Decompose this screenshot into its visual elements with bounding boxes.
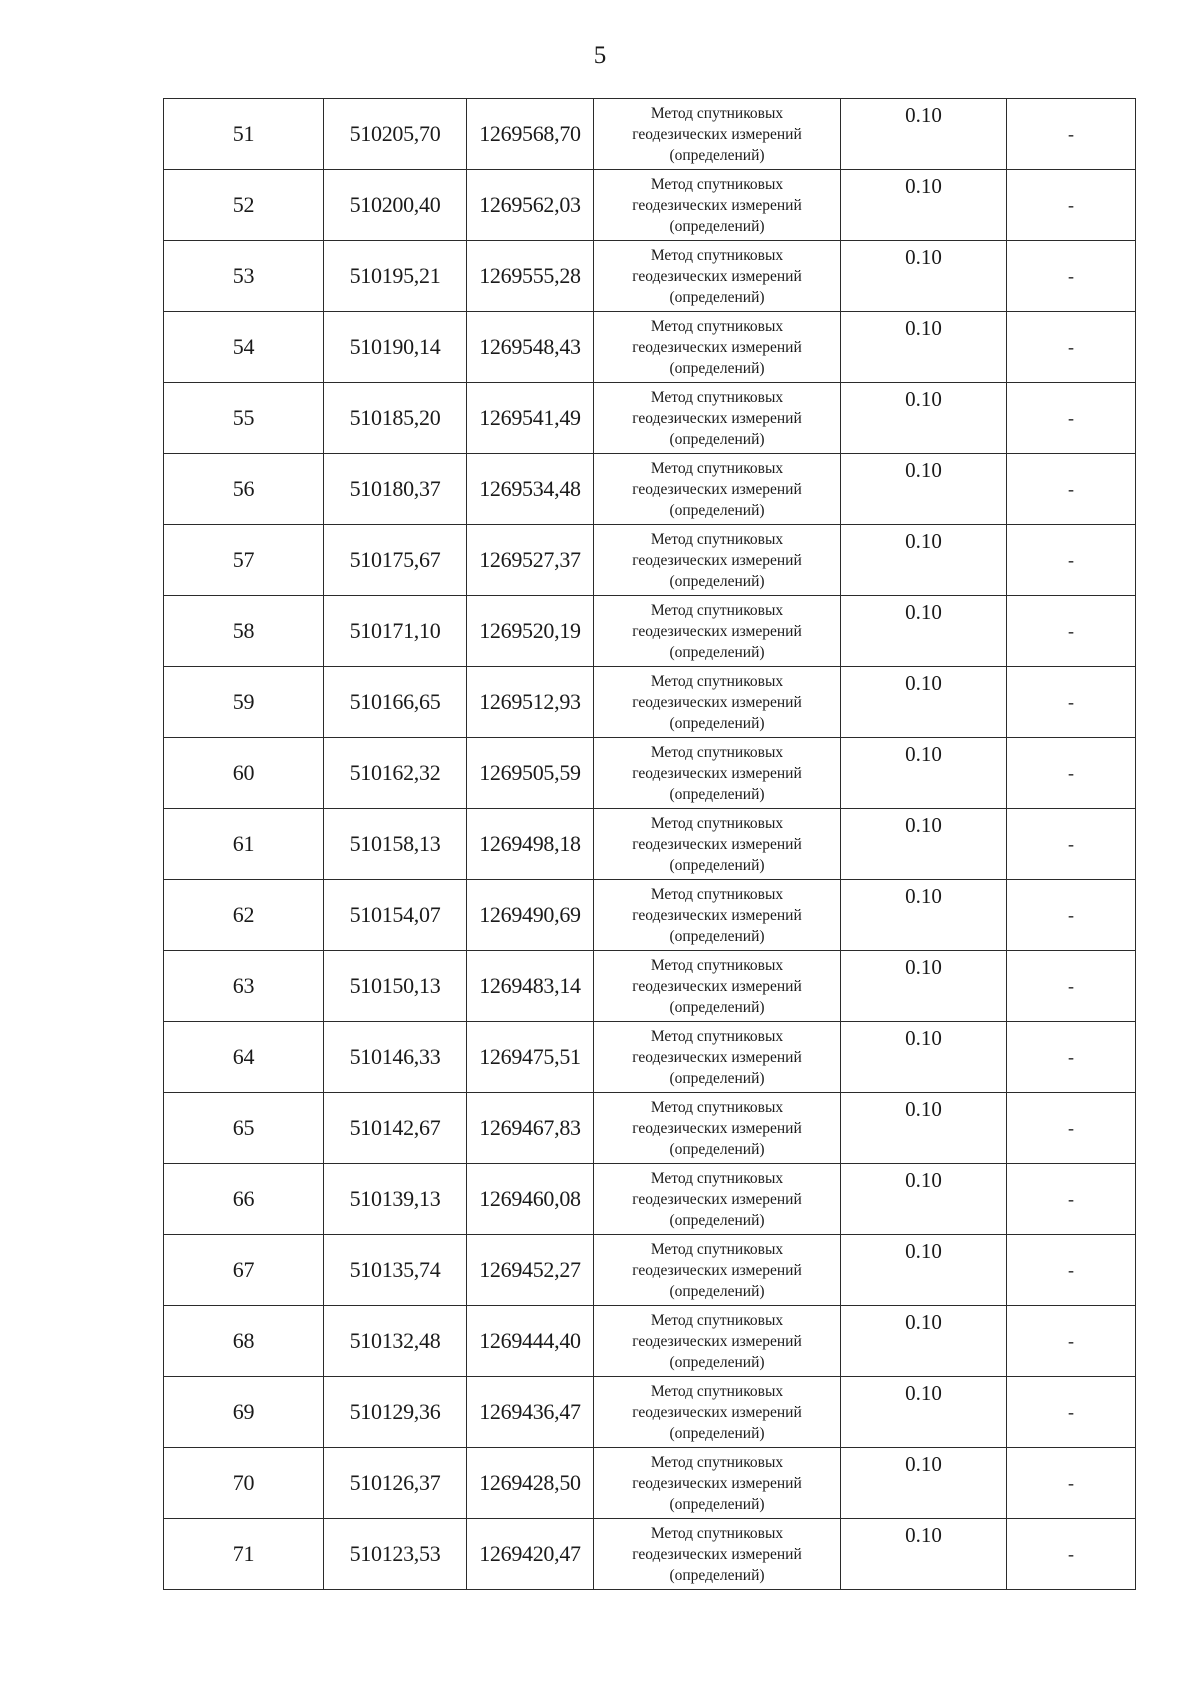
description-cell: - — [1007, 1164, 1136, 1235]
x-coordinate-cell: 510135,74 — [324, 1235, 467, 1306]
accuracy-cell: 0.10 — [841, 454, 1007, 525]
method-cell — [594, 1022, 841, 1093]
method-text-line2: геодезических измерений — [632, 409, 802, 427]
method-text-line1: Метод спутниковых — [650, 1524, 784, 1542]
method-text-line3: (определений) — [669, 856, 765, 874]
method-cell — [594, 1377, 841, 1448]
method-text-line2: геодезических измерений — [632, 764, 802, 782]
description-cell: - — [1007, 738, 1136, 809]
description-cell: - — [1007, 1093, 1136, 1164]
accuracy-cell: 0.10 — [841, 1377, 1007, 1448]
description-cell: - — [1007, 951, 1136, 1022]
method-text-line2: геодезических измерений — [632, 693, 802, 711]
y-coordinate-cell: 1269527,37 — [467, 525, 594, 596]
method-text-line2: геодезических измерений — [632, 551, 802, 569]
x-coordinate-cell: 510175,67 — [324, 525, 467, 596]
y-coordinate-cell: 1269505,59 — [467, 738, 594, 809]
accuracy-cell: 0.10 — [841, 596, 1007, 667]
description-cell: - — [1007, 454, 1136, 525]
x-coordinate-cell: 510132,48 — [324, 1306, 467, 1377]
point-number-cell: 62 — [164, 880, 324, 951]
y-coordinate-cell: 1269467,83 — [467, 1093, 594, 1164]
description-cell: - — [1007, 241, 1136, 312]
x-coordinate-cell: 510146,33 — [324, 1022, 467, 1093]
method-text-line1: Метод спутниковых — [650, 317, 784, 335]
x-coordinate-cell: 510195,21 — [324, 241, 467, 312]
x-coordinate-cell: 510129,36 — [324, 1377, 467, 1448]
method-text-line2: геодезических измерений — [632, 196, 802, 214]
description-cell: - — [1007, 809, 1136, 880]
method-text-line2: геодезических измерений — [632, 1190, 802, 1208]
description-cell: - — [1007, 1448, 1136, 1519]
method-text-line1: Метод спутниковых — [650, 814, 784, 832]
table-row — [164, 525, 1136, 596]
coordinates-table-body — [164, 99, 1136, 1590]
method-text-line3: (определений) — [669, 430, 765, 448]
method-text-line3: (определений) — [669, 1282, 765, 1300]
point-number-cell: 53 — [164, 241, 324, 312]
y-coordinate-cell: 1269534,48 — [467, 454, 594, 525]
method-text-line3: (определений) — [669, 714, 765, 732]
y-coordinate-cell: 1269483,14 — [467, 951, 594, 1022]
description-cell: - — [1007, 1519, 1136, 1590]
accuracy-cell: 0.10 — [841, 1519, 1007, 1590]
coordinates-table — [163, 98, 1136, 1590]
method-text-line3: (определений) — [669, 1424, 765, 1442]
table-row — [164, 596, 1136, 667]
method-text-line2: геодезических измерений — [632, 1332, 802, 1350]
method-cell — [594, 1306, 841, 1377]
method-text-line1: Метод спутниковых — [650, 672, 784, 690]
description-cell: - — [1007, 525, 1136, 596]
method-cell — [594, 1235, 841, 1306]
y-coordinate-cell: 1269555,28 — [467, 241, 594, 312]
method-text-line1: Метод спутниковых — [650, 1240, 784, 1258]
table-row — [164, 383, 1136, 454]
method-text-line1: Метод спутниковых — [650, 175, 784, 193]
method-text-line3: (определений) — [669, 785, 765, 803]
point-number-cell: 51 — [164, 99, 324, 170]
x-coordinate-cell: 510200,40 — [324, 170, 467, 241]
description-cell: - — [1007, 1235, 1136, 1306]
x-coordinate-cell: 510185,20 — [324, 383, 467, 454]
table-row — [164, 1448, 1136, 1519]
method-cell — [594, 99, 841, 170]
y-coordinate-cell: 1269541,49 — [467, 383, 594, 454]
y-coordinate-cell: 1269436,47 — [467, 1377, 594, 1448]
y-coordinate-cell: 1269498,18 — [467, 809, 594, 880]
x-coordinate-cell: 510162,32 — [324, 738, 467, 809]
method-text-line2: геодезических измерений — [632, 1119, 802, 1137]
method-text-line1: Метод спутниковых — [650, 246, 784, 264]
table-row — [164, 1377, 1136, 1448]
description-cell: - — [1007, 312, 1136, 383]
method-cell — [594, 809, 841, 880]
accuracy-cell: 0.10 — [841, 880, 1007, 951]
x-coordinate-cell: 510171,10 — [324, 596, 467, 667]
point-number-cell: 67 — [164, 1235, 324, 1306]
method-cell — [594, 525, 841, 596]
table-row — [164, 880, 1136, 951]
x-coordinate-cell: 510205,70 — [324, 99, 467, 170]
point-number-cell: 60 — [164, 738, 324, 809]
method-cell — [594, 1519, 841, 1590]
description-cell: - — [1007, 383, 1136, 454]
table-row — [164, 1022, 1136, 1093]
method-text-line1: Метод спутниковых — [650, 1311, 784, 1329]
table-row — [164, 809, 1136, 880]
method-cell — [594, 241, 841, 312]
method-text-line1: Метод спутниковых — [650, 1382, 784, 1400]
accuracy-cell: 0.10 — [841, 170, 1007, 241]
accuracy-cell: 0.10 — [841, 1164, 1007, 1235]
method-cell — [594, 596, 841, 667]
table-row — [164, 1519, 1136, 1590]
method-text-line3: (определений) — [669, 288, 765, 306]
method-text-line1: Метод спутниковых — [650, 530, 784, 548]
method-cell — [594, 454, 841, 525]
method-text-line2: геодезических измерений — [632, 906, 802, 924]
accuracy-cell: 0.10 — [841, 1448, 1007, 1519]
method-text-line2: геодезических измерений — [632, 267, 802, 285]
x-coordinate-cell: 510126,37 — [324, 1448, 467, 1519]
method-text-line3: (определений) — [669, 217, 765, 235]
method-text-line3: (определений) — [669, 1069, 765, 1087]
method-cell — [594, 667, 841, 738]
description-cell: - — [1007, 1306, 1136, 1377]
method-text-line3: (определений) — [669, 1353, 765, 1371]
description-cell: - — [1007, 880, 1136, 951]
method-text-line2: геодезических измерений — [632, 1403, 802, 1421]
description-cell: - — [1007, 667, 1136, 738]
table-row — [164, 951, 1136, 1022]
table-row — [164, 170, 1136, 241]
description-cell: - — [1007, 1022, 1136, 1093]
description-cell: - — [1007, 596, 1136, 667]
description-cell: - — [1007, 99, 1136, 170]
x-coordinate-cell: 510123,53 — [324, 1519, 467, 1590]
point-number-cell: 71 — [164, 1519, 324, 1590]
method-text-line1: Метод спутниковых — [650, 1098, 784, 1116]
method-cell — [594, 1448, 841, 1519]
table-row — [164, 454, 1136, 525]
accuracy-cell: 0.10 — [841, 383, 1007, 454]
accuracy-cell: 0.10 — [841, 667, 1007, 738]
accuracy-cell: 0.10 — [841, 241, 1007, 312]
y-coordinate-cell: 1269548,43 — [467, 312, 594, 383]
point-number-cell: 65 — [164, 1093, 324, 1164]
point-number-cell: 68 — [164, 1306, 324, 1377]
point-number-cell: 59 — [164, 667, 324, 738]
point-number-cell: 69 — [164, 1377, 324, 1448]
y-coordinate-cell: 1269452,27 — [467, 1235, 594, 1306]
method-text-line3: (определений) — [669, 927, 765, 945]
y-coordinate-cell: 1269460,08 — [467, 1164, 594, 1235]
method-text-line2: геодезических измерений — [632, 1261, 802, 1279]
point-number-cell: 57 — [164, 525, 324, 596]
y-coordinate-cell: 1269428,50 — [467, 1448, 594, 1519]
x-coordinate-cell: 510180,37 — [324, 454, 467, 525]
point-number-cell: 61 — [164, 809, 324, 880]
method-text-line2: геодезических измерений — [632, 480, 802, 498]
description-cell: - — [1007, 1377, 1136, 1448]
accuracy-cell: 0.10 — [841, 1093, 1007, 1164]
table-row — [164, 1164, 1136, 1235]
method-text-line2: геодезических измерений — [632, 1474, 802, 1492]
method-text-line1: Метод спутниковых — [650, 956, 784, 974]
method-text-line1: Метод спутниковых — [650, 601, 784, 619]
accuracy-cell: 0.10 — [841, 1235, 1007, 1306]
method-text-line2: геодезических измерений — [632, 622, 802, 640]
method-text-line3: (определений) — [669, 1140, 765, 1158]
point-number-cell: 70 — [164, 1448, 324, 1519]
y-coordinate-cell: 1269568,70 — [467, 99, 594, 170]
y-coordinate-cell: 1269490,69 — [467, 880, 594, 951]
accuracy-cell: 0.10 — [841, 525, 1007, 596]
x-coordinate-cell: 510139,13 — [324, 1164, 467, 1235]
method-cell — [594, 738, 841, 809]
method-text-line2: геодезических измерений — [632, 1545, 802, 1563]
method-text-line3: (определений) — [669, 998, 765, 1016]
y-coordinate-cell: 1269520,19 — [467, 596, 594, 667]
method-text-line2: геодезических измерений — [632, 1048, 802, 1066]
method-text-line3: (определений) — [669, 501, 765, 519]
table-row — [164, 1306, 1136, 1377]
method-text-line3: (определений) — [669, 643, 765, 661]
method-text-line2: геодезических измерений — [632, 125, 802, 143]
table-row — [164, 667, 1136, 738]
accuracy-cell: 0.10 — [841, 1022, 1007, 1093]
table-row — [164, 1235, 1136, 1306]
x-coordinate-cell: 510190,14 — [324, 312, 467, 383]
method-text-line1: Метод спутниковых — [650, 743, 784, 761]
point-number-cell: 55 — [164, 383, 324, 454]
accuracy-cell: 0.10 — [841, 312, 1007, 383]
method-cell — [594, 1093, 841, 1164]
method-cell — [594, 312, 841, 383]
method-text-line2: геодезических измерений — [632, 835, 802, 853]
x-coordinate-cell: 510150,13 — [324, 951, 467, 1022]
accuracy-cell: 0.10 — [841, 951, 1007, 1022]
method-text-line3: (определений) — [669, 1566, 765, 1584]
method-text-line3: (определений) — [669, 572, 765, 590]
method-text-line1: Метод спутниковых — [650, 885, 784, 903]
method-text-line3: (определений) — [669, 1495, 765, 1513]
table-row — [164, 99, 1136, 170]
method-cell — [594, 383, 841, 454]
method-text-line3: (определений) — [669, 359, 765, 377]
y-coordinate-cell: 1269475,51 — [467, 1022, 594, 1093]
accuracy-cell: 0.10 — [841, 738, 1007, 809]
description-cell: - — [1007, 170, 1136, 241]
method-cell — [594, 880, 841, 951]
accuracy-cell: 0.10 — [841, 1306, 1007, 1377]
x-coordinate-cell: 510142,67 — [324, 1093, 467, 1164]
method-text-line3: (определений) — [669, 1211, 765, 1229]
method-text-line3: (определений) — [669, 146, 765, 164]
method-text-line1: Метод спутниковых — [650, 459, 784, 477]
point-number-cell: 64 — [164, 1022, 324, 1093]
y-coordinate-cell: 1269444,40 — [467, 1306, 594, 1377]
point-number-cell: 54 — [164, 312, 324, 383]
x-coordinate-cell: 510166,65 — [324, 667, 467, 738]
method-text-line1: Метод спутниковых — [650, 1169, 784, 1187]
point-number-cell: 52 — [164, 170, 324, 241]
page-number: 5 — [593, 42, 607, 69]
point-number-cell: 66 — [164, 1164, 324, 1235]
y-coordinate-cell: 1269562,03 — [467, 170, 594, 241]
accuracy-cell: 0.10 — [841, 809, 1007, 880]
table-row — [164, 738, 1136, 809]
accuracy-cell: 0.10 — [841, 99, 1007, 170]
point-number-cell: 63 — [164, 951, 324, 1022]
table-row — [164, 312, 1136, 383]
method-text-line2: геодезических измерений — [632, 338, 802, 356]
method-text-line1: Метод спутниковых — [650, 1453, 784, 1471]
method-cell — [594, 170, 841, 241]
point-number-cell: 58 — [164, 596, 324, 667]
method-cell — [594, 1164, 841, 1235]
method-text-line1: Метод спутниковых — [650, 104, 784, 122]
method-text-line1: Метод спутниковых — [650, 1027, 784, 1045]
point-number-cell: 56 — [164, 454, 324, 525]
y-coordinate-cell: 1269420,47 — [467, 1519, 594, 1590]
method-text-line2: геодезических измерений — [632, 977, 802, 995]
x-coordinate-cell: 510158,13 — [324, 809, 467, 880]
table-row — [164, 241, 1136, 312]
y-coordinate-cell: 1269512,93 — [467, 667, 594, 738]
x-coordinate-cell: 510154,07 — [324, 880, 467, 951]
method-text-line1: Метод спутниковых — [650, 388, 784, 406]
table-row — [164, 1093, 1136, 1164]
method-cell — [594, 951, 841, 1022]
